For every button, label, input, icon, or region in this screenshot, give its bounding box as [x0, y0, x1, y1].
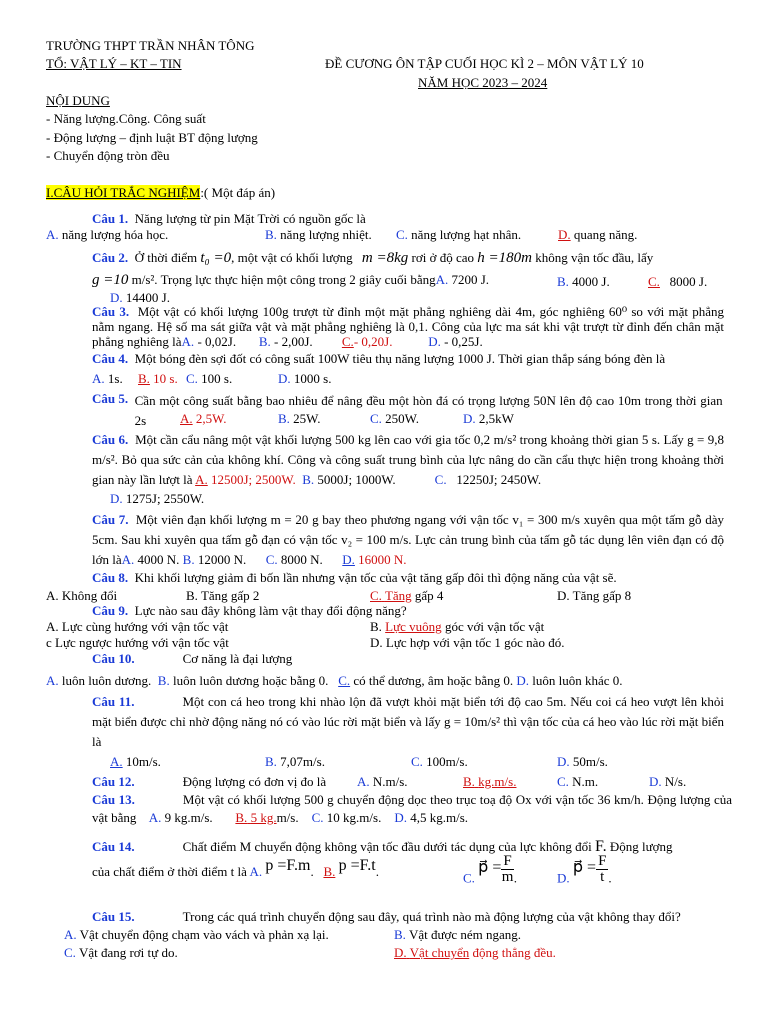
option-letter: A. [46, 673, 59, 688]
option-letter: A. [195, 472, 208, 487]
option-letter: D. [557, 588, 570, 603]
question-label: Câu 8. [92, 570, 129, 585]
question-12 [92, 774, 326, 790]
contents-item-2: - Động lượng – định luật BT động lượng [46, 130, 258, 145]
option-b: Vật được ném ngang. [408, 927, 522, 942]
option-d: Lực hợp với vận tốc 1 góc nào đó. [385, 635, 565, 650]
option-letter: D. [516, 673, 530, 688]
option-d: - 0,25J. [444, 334, 483, 349]
option-letter: D. [110, 491, 123, 506]
question-text: Chất điểm M chuyển động không vận tốc đầu dưới tác dụng của lực không đổi [182, 839, 592, 854]
question-label: Câu 15. [92, 909, 135, 924]
contents-item-3: - Chuyển động tròn đều [46, 148, 170, 163]
option-letter: D. [463, 411, 476, 426]
option-letter: C. [64, 945, 76, 960]
option-b: 5000J; 1000W. [317, 472, 396, 487]
option-b-highlight: 5 kg. [250, 810, 277, 825]
option-a: - 0,02J. [197, 334, 237, 349]
question-label: Câu 2. [92, 250, 129, 265]
option-c: 8000 N. [280, 552, 323, 567]
q9-option-a [46, 619, 228, 635]
question-text: Một con cá heo trong khi nhào lộn đã vượt khỏi mặt biển tới độ cao 5m. Nếu coi cá heo vượt lên khỏi mặt biển được chỉ nhờ động năng nó có vào lúc rời mặt biển và lấy g = 10m/s² thì vận tốc của cá heo vào lúc rời mặt biển là [92, 694, 724, 749]
question-10 [92, 651, 292, 667]
option-letter: B. [235, 810, 248, 825]
q4-option-b [138, 371, 178, 387]
option-c: - 0,20J. [353, 334, 393, 349]
option-a: Không đổi [61, 588, 118, 603]
option-letter: A. [357, 774, 370, 789]
q5-option-c [370, 411, 419, 427]
option-b: - 2,00J. [274, 334, 313, 349]
option-letter: C. [186, 371, 198, 386]
question-2-cont [92, 272, 489, 288]
option-d: Tăng gấp 8 [572, 588, 632, 603]
q9-option-c [46, 635, 229, 651]
option-d: 16000 N. [358, 552, 407, 567]
option-letter: A. [64, 927, 77, 942]
question-label: Câu 11. [92, 694, 135, 709]
option-a: 2,5W. [195, 411, 227, 426]
option-b: năng lượng nhiệt. [280, 227, 372, 242]
option-b: 10 s. [153, 371, 178, 386]
option-d: 1275J; 2550W. [125, 491, 205, 506]
option-letter: B. [258, 334, 271, 349]
option-b-formula: p =F.t [338, 857, 376, 874]
question-label: Câu 10. [92, 651, 135, 666]
option-letter: A. [180, 411, 193, 426]
option-letter: C. [370, 588, 382, 603]
question-4 [92, 351, 665, 367]
option-letter: B. [557, 274, 569, 289]
option-letter: B. [302, 472, 315, 487]
option-letter: A. [46, 588, 59, 603]
q4-option-d [278, 371, 331, 387]
option-c: gấp 4 [411, 588, 444, 603]
option-d: 14400 J. [125, 290, 170, 305]
q12-option-c [557, 774, 598, 790]
q11-option-a [110, 754, 161, 770]
q1-option-c [396, 227, 521, 243]
option-letter: D. [370, 635, 383, 650]
option-letter: B. [323, 864, 336, 879]
question-label: Câu 9. [92, 603, 129, 618]
option-letter: C. [411, 754, 423, 769]
math-expression: h =180m [477, 250, 532, 266]
math-expression: g =10 [92, 272, 129, 288]
vector-p: p⃗ = [572, 859, 597, 877]
option-b: góc với vận tốc vật [441, 619, 545, 634]
option-d: 50m/s. [572, 754, 608, 769]
option-letter: D. [342, 552, 355, 567]
option-b: 4000 J. [572, 274, 610, 289]
option-c: có thể dương, âm hoặc bằng 0. [353, 673, 514, 688]
q11-option-c [411, 754, 468, 770]
option-letter: C. [557, 774, 569, 789]
option-letter: C. [265, 552, 278, 567]
question-label: Câu 14. [92, 839, 135, 854]
question-text: Một vật có khối lượng 500 g chuyển động dọc theo trục toạ độ Ox với vận tốc 36 km/h. Động lượng của vật bằng [92, 792, 733, 825]
q1-option-d [558, 227, 637, 243]
option-letter: A. [110, 754, 123, 769]
option-b: 12000 N. [197, 552, 247, 567]
q15-option-b [394, 927, 521, 943]
contents-item-1: - Năng lượng.Công. Công suất [46, 111, 206, 126]
question-label: Câu 1. [92, 211, 129, 226]
option-letter: D. [557, 754, 570, 769]
question-2 [92, 250, 653, 266]
option-letter: A. [121, 552, 135, 567]
department: TỔ: VẬT LÝ – KT – TIN [46, 56, 182, 71]
q8-option-d [557, 588, 631, 604]
option-letter: C. [648, 274, 660, 289]
q12-option-a [357, 774, 408, 790]
option-a: 7200 J. [451, 272, 490, 287]
q6-option-d [110, 491, 204, 507]
question-label: Câu 13. [92, 792, 135, 807]
question-text: của chất điểm ở thời điểm t là [92, 864, 247, 879]
option-d: 4,5 kg.m/s. [410, 810, 469, 825]
option-a: 12500J; 2500W. [211, 472, 296, 487]
q5-option-d [463, 411, 514, 427]
q2-option-c [648, 274, 707, 290]
question-text: Trong các quá trình chuyển động sau đây, quá trình nào mà động lượng của vật không thay đổi? [182, 909, 681, 924]
option-letter: A. [435, 272, 449, 287]
option-letter: B. [182, 552, 195, 567]
question-8 [92, 570, 617, 586]
option-letter: D. [428, 334, 441, 349]
question-text: Một vật có khối lượng 100g trượt từ đỉnh một mặt phẳng nghiêng dài 4m, góc nghiêng 60⁰ so với mặt phẳng nằm ngang. Hệ số ma sát giữa vật và mặt phẳng nghiêng là 0,1. Công của lực ma sát khi vật trượt từ đỉnh đến chân mặt phẳng nghiêng là [92, 304, 725, 349]
fraction-numerator: F [503, 853, 512, 869]
q4-option-c [186, 371, 232, 387]
option-c: 8000 J. [669, 274, 708, 289]
option-d: quang năng. [573, 227, 638, 242]
option-letter: B. [138, 371, 150, 386]
q5-option-a [180, 411, 226, 427]
option-d-highlight: Vật chuyển [409, 945, 470, 960]
fraction-denominator: t [600, 869, 605, 885]
option-c: 100m/s. [426, 754, 468, 769]
math-expression: m =8kg [361, 250, 409, 266]
option-c: N.m. [572, 774, 599, 789]
q14-option-c: C. p⃗ = $\frac{F}{m}$ . [463, 853, 517, 886]
option-c: Vật đang rơi tự do. [78, 945, 178, 960]
option-c: 12250J; 2450W. [456, 472, 542, 487]
option-d: 2,5kW [478, 411, 514, 426]
option-letter: A. [92, 371, 105, 386]
q15-option-c [64, 945, 178, 961]
question-text: Ở thời điểm [134, 250, 198, 265]
option-letter: A. [249, 864, 263, 879]
option-d-fraction [596, 854, 608, 885]
question-label: Câu 4. [92, 351, 129, 366]
option-letter: B. [463, 774, 475, 789]
option-letter: A. [46, 227, 59, 242]
option-letter: B. [186, 588, 198, 603]
vector-p: p⃗ = [478, 859, 502, 877]
contents-heading: NỘI DUNG [46, 93, 110, 108]
question-1 [92, 211, 366, 227]
q1-answers [46, 227, 168, 243]
question-text: Một viên đạn khối lượng m = 20 g bay theo phương ngang với vận tốc v₁ = 300 m/s xuyên qua một tấm gỗ dày 5cm. Sau khi xuyên qua tấm gỗ đạn có vận tốc v₂ = 100 m/s. Lực cản trung bình của tấm gỗ tác dụng lên viên đạn có độ lớn là [92, 512, 724, 567]
option-b: m/s. [276, 810, 299, 825]
q5-option-b [278, 411, 321, 427]
option-letter: C. [311, 810, 324, 825]
q4-option-a [92, 371, 123, 387]
question-label: Câu 7. [92, 512, 129, 527]
option-a: 4000 N. [137, 552, 180, 567]
option-a: N.m/s. [372, 774, 408, 789]
option-letter: C. [338, 673, 351, 688]
q14-option-d: D. p⃗ = $\frac{F}{t}$ . [557, 853, 612, 886]
q2-option-b [557, 274, 610, 290]
q15-option-a [64, 927, 329, 943]
option-b: 25W. [293, 411, 321, 426]
option-letter: B. [394, 927, 406, 942]
q9-option-d [370, 635, 564, 651]
question-label: Câu 3. [92, 304, 130, 319]
option-a-formula: p =F.m [265, 857, 311, 874]
section-heading [46, 185, 275, 201]
option-letter: A. [46, 619, 59, 634]
option-a: 10m/s. [125, 754, 161, 769]
option-letter: B. [278, 411, 290, 426]
q10-answers [46, 673, 623, 689]
q11-option-d [557, 754, 608, 770]
option-letter: C. [463, 870, 475, 886]
question-text: Một bóng đèn sợi đốt có công suất 100W tiêu thụ năng lượng 1000 J. Thời gian thắp sáng bóng đèn là [134, 351, 666, 366]
option-c-highlight: Tăng [384, 588, 412, 603]
option-letter: D. [557, 870, 570, 886]
option-letter: B. [265, 227, 277, 242]
q11-option-b [265, 754, 325, 770]
option-letter: C. [341, 334, 354, 349]
question-text: không vận tốc đầu, lấy [535, 250, 654, 265]
question-9 [92, 603, 407, 619]
option-letter: A. [148, 810, 162, 825]
option-letter: D. [110, 290, 123, 305]
option-d: N/s. [664, 774, 687, 789]
option-letter: D. [649, 774, 662, 789]
question-text: Cơ năng là đại lượng [182, 651, 293, 666]
option-letter: D. [394, 945, 407, 960]
option-c: 10 kg.m/s. [326, 810, 382, 825]
option-letter: B. [157, 673, 170, 688]
option-c: năng lượng hạt nhân. [411, 227, 522, 242]
option-letter: C. [434, 472, 447, 487]
section-title: I.CÂU HỎI TRẮC NGHIỆM [46, 185, 201, 200]
q8-option-b [186, 588, 259, 604]
question-text: rơi ở độ cao [411, 250, 475, 265]
q9-option-b [370, 619, 544, 635]
school-name: TRƯỜNG THPT TRẦN NHÂN TÔNG [46, 38, 255, 53]
option-letter: D. [558, 227, 571, 242]
q1-option-b [265, 227, 372, 243]
question-label: Câu 6. [92, 432, 129, 447]
option-letter: B. [265, 754, 277, 769]
option-c: 250W. [385, 411, 419, 426]
option-c-fraction [501, 854, 513, 885]
option-c: c Lực ngược hướng với vận tốc vật [46, 635, 229, 650]
question-label: Câu 5. [92, 391, 129, 406]
option-letter: C. [370, 411, 382, 426]
question-6 [92, 430, 724, 490]
option-a: năng lượng hóa học. [61, 227, 169, 242]
option-b: kg.m/s. [478, 774, 517, 789]
option-letter: D. [394, 810, 407, 825]
option-a: Lực cùng hướng với vận tốc vật [61, 619, 229, 634]
fraction-numerator: F [598, 853, 607, 869]
question-text: m/s². Trọng lực thực hiện một công trong 2 giây cuối bằng [131, 272, 436, 287]
option-a: 1s. [107, 371, 123, 386]
q12-option-d [649, 774, 686, 790]
math-expression: t₀ =0 [200, 250, 232, 266]
q8-option-a [46, 588, 117, 604]
option-d: động thẳng đều. [469, 945, 556, 960]
question-text: Một cần cẩu nâng một vật khối lượng 500 kg lên cao với gia tốc 0,2 m/s² trong khoảng thời gian 5 s. Lấy g = 9,8 m/s². Bỏ qua sức cản của không khí. Công và công suất trung bình của lực nâng do cần cẩu thực hiện trong khoảng thời gian này lần lượt là [92, 432, 724, 487]
option-c: 100 s. [201, 371, 233, 386]
force-symbol: F. [594, 838, 607, 855]
option-a: 9 kg.m/s. [164, 810, 213, 825]
option-b: luôn luôn dương hoặc bằng 0. [172, 673, 329, 688]
question-label: Câu 12. [92, 774, 135, 789]
fraction-denominator: m [501, 869, 514, 885]
question-text: Động lượng có đơn vị đo là [182, 774, 327, 789]
school-year: NĂM HỌC 2023 – 2024 [418, 75, 548, 90]
question-text: Lực nào sau đây không làm vật thay đổi động năng? [134, 603, 407, 618]
q8-option-c [370, 588, 443, 604]
document-title: ĐỀ CƯƠNG ÔN TẬP CUỐI HỌC KÌ 2 – MÔN VẬT LÝ 10 [325, 56, 644, 71]
q15-option-d [394, 945, 556, 961]
question-text: Cần một công suất bằng bao nhiêu để nâng đều một hòn đá có trọng lượng 50N lên độ cao 10m trong thời gian 2s [134, 393, 723, 428]
option-d: 1000 s. [293, 371, 332, 386]
option-a: luôn luôn dương. [61, 673, 152, 688]
option-b-highlight: Lực vuông [385, 619, 442, 634]
option-letter: C. [396, 227, 408, 242]
question-text: Năng lượng từ pin Mặt Trời có nguồn gốc là [134, 211, 366, 226]
question-text: Động lượng [609, 839, 673, 854]
option-a: Vật chuyển động chạm vào vách và phản xạ lại. [79, 927, 329, 942]
section-note: :( Một đáp án) [200, 185, 276, 200]
question-text: , một vật có khối lượng [231, 250, 353, 265]
question-13 [92, 791, 732, 827]
option-letter: D. [278, 371, 291, 386]
question-11 [92, 692, 724, 752]
question-14 [92, 839, 673, 855]
q12-option-b [463, 774, 516, 790]
question-15 [92, 909, 681, 925]
q14-answers: của chất điểm ở thời điểm t là A. p =F.m. B. p =F.t. [92, 857, 379, 879]
option-b: 7,07m/s. [280, 754, 325, 769]
question-7 [92, 510, 724, 570]
question-3 [92, 304, 724, 349]
option-d: luôn luôn khác 0. [532, 673, 623, 688]
option-letter: B. [370, 619, 382, 634]
question-text: Khi khối lượng giảm đi bốn lần nhưng vận tốc của vật tăng gấp đôi thì động năng của vật sẽ. [134, 570, 617, 585]
option-b: Tăng gấp 2 [200, 588, 260, 603]
option-letter: A. [181, 334, 195, 349]
